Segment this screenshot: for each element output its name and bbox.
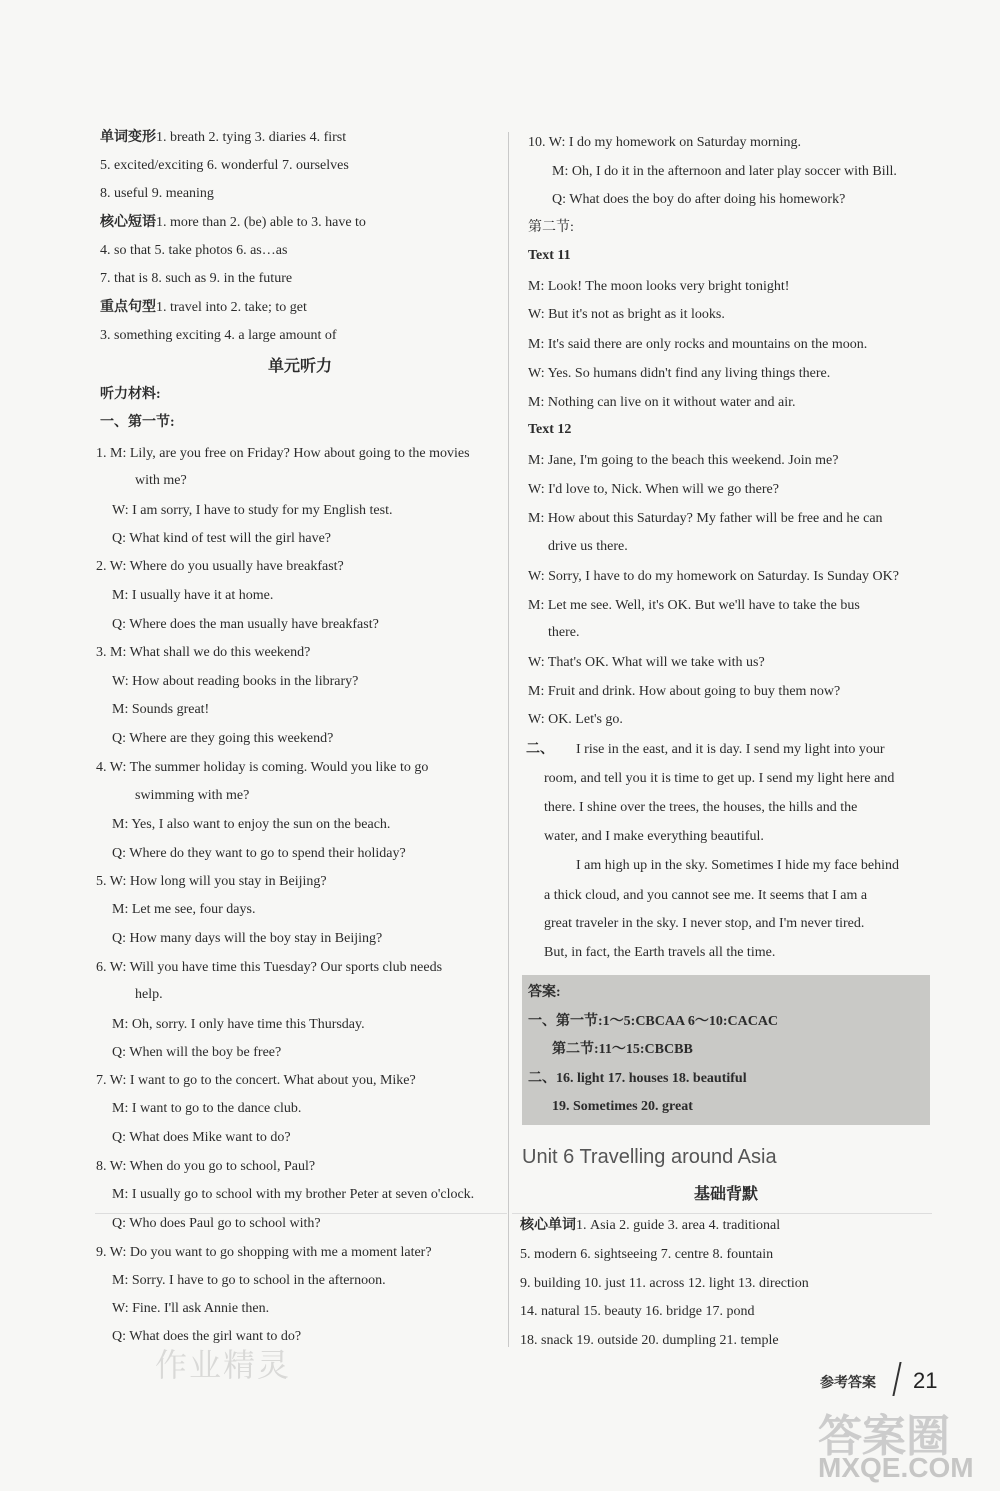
answers-line: 19. Sometimes 20. great	[552, 1099, 693, 1114]
dialogue-line: swimming with me?	[135, 788, 250, 803]
dialogue-line: 6. W: Will you have time this Tuesday? Our sports club needs	[96, 960, 443, 975]
vocab-transform-line-3: 8. useful 9. meaning	[100, 186, 214, 201]
vocab-transform-line-2: 5. excited/exciting 6. wonderful 7. ourselves	[100, 158, 349, 173]
dialogue-line: Q: Where do they want to go to spend their holiday?	[112, 846, 406, 861]
dialogue10-line: Q: What does the boy do after doing his homework?	[552, 192, 846, 207]
column-divider	[508, 132, 509, 1347]
dialogue-line: W: I am sorry, I have to study for my English test.	[112, 503, 393, 518]
text12-line: M: Let me see. Well, it's OK. But we'll have to take the bus	[528, 598, 860, 613]
dialogue-line: M: Let me see, four days.	[112, 902, 256, 917]
watermark-url: MXQE.COM	[818, 1452, 974, 1483]
passage-line: room, and tell you it is time to get up. I send my light here and	[544, 771, 895, 786]
dialogue-line: M: I usually go to school with my brother Peter at seven o'clock.	[112, 1187, 475, 1202]
right-divider	[512, 1213, 932, 1214]
text12-line: M: Fruit and drink. How about going to buy them now?	[528, 684, 841, 699]
key-sentences-line-1: 重点句型1. travel into 2. take; to get	[100, 300, 307, 315]
text12-line: M: How about this Saturday? My father will be free and he can	[528, 511, 883, 526]
passage-line: there. I shine over the trees, the houses, the hills and the	[544, 800, 858, 815]
dialogue-line: Q: What does Mike want to do?	[112, 1130, 291, 1145]
dialogue10-line: 10. W: I do my homework on Saturday morning.	[528, 135, 801, 150]
footer-label: 参考答案	[820, 1375, 876, 1391]
dialogue-line: with me?	[135, 473, 187, 488]
unit-title: Unit 6 Travelling around Asia	[522, 1146, 777, 1168]
dialogue-line: W: How about reading books in the library?	[112, 674, 359, 689]
text12-line: there.	[548, 625, 580, 640]
listening-material-label: 听力材料:	[100, 387, 161, 402]
dialogue-line: M: Yes, I also want to enjoy the sun on the beach.	[112, 817, 391, 832]
dialogue-line: 4. W: The summer holiday is coming. Would you like to go	[96, 760, 429, 775]
text11-line: W: But it's not as bright as it looks.	[528, 307, 725, 322]
text11-line: M: It's said there are only rocks and mountains on the moon.	[528, 337, 868, 352]
dialogue-line: M: I want to go to the dance club.	[112, 1101, 302, 1116]
core-words-line: 18. snack 19. outside 20. dumpling 21. temple	[520, 1333, 779, 1348]
dialogue10-line: M: Oh, I do it in the afternoon and later play soccer with Bill.	[552, 164, 897, 179]
dialogue-line: 2. W: Where do you usually have breakfast?	[96, 559, 344, 574]
dialogue-line: M: I usually have it at home.	[112, 588, 274, 603]
core-phrases-line-3: 7. that is 8. such as 9. in the future	[100, 271, 293, 286]
part2-label: 第二节:	[528, 220, 574, 235]
dialogue-line: Q: What kind of test will the girl have?	[112, 531, 332, 546]
dialogue-line: help.	[135, 987, 163, 1002]
key-sentences-line-2: 3. something exciting 4. a large amount of	[100, 328, 337, 343]
part1-label: 一、第一节:	[100, 415, 175, 430]
core-words-line: 核心单词1. Asia 2. guide 3. area 4. traditional	[520, 1218, 781, 1233]
core-words-line: 14. natural 15. beauty 16. bridge 17. pond	[520, 1304, 755, 1319]
answers-line: 第二节:11～15:CBCBB	[552, 1042, 693, 1057]
text11-line: M: Nothing can live on it without water and air.	[528, 395, 796, 410]
core-words-line: 5. modern 6. sightseeing 7. centre 8. fountain	[520, 1247, 774, 1262]
dialogue-line: 7. W: I want to go to the concert. What about you, Mike?	[96, 1073, 416, 1088]
core-phrases-line-2: 4. so that 5. take photos 6. as…as	[100, 243, 288, 258]
dialogue-line: 9. W: Do you want to go shopping with me a moment later?	[96, 1245, 432, 1260]
text12-line: W: OK. Let's go.	[528, 712, 623, 727]
dialogue-line: Q: Where are they going this weekend?	[112, 731, 334, 746]
dialogue-line: Q: When will the boy be free?	[112, 1045, 282, 1060]
text12-title: Text 12	[528, 422, 572, 437]
basic-title: 基础背默	[693, 1184, 758, 1203]
text12-line: W: Sorry, I have to do my homework on Saturday. Is Sunday OK?	[528, 569, 899, 584]
passage-line: I rise in the east, and it is day. I send my light into your	[576, 742, 885, 757]
text12-line: W: That's OK. What will we take with us?	[528, 655, 765, 670]
text12-line: W: I'd love to, Nick. When will we go there?	[528, 482, 779, 497]
dialogue-line: Q: How many days will the boy stay in Beijing?	[112, 931, 383, 946]
dialogue-line: M: Sounds great!	[112, 702, 210, 717]
dialogue-line: M: Oh, sorry. I only have time this Thursday.	[112, 1017, 365, 1032]
text12-line: M: Jane, I'm going to the beach this weekend. Join me?	[528, 453, 839, 468]
core-words-line: 9. building 10. just 11. across 12. light 13. direction	[520, 1276, 809, 1291]
passage-line: great traveler in the sky. I never stop, and I'm never tired.	[544, 916, 865, 931]
dialogue-line: M: Sorry. I have to go to school in the afternoon.	[112, 1273, 386, 1288]
dialogue-line: 5. W: How long will you stay in Beijing?	[96, 874, 327, 889]
passage-line: a thick cloud, and you cannot see me. It seems that I am a	[544, 888, 868, 903]
answers-line: 二、16. light 17. houses 18. beautiful	[528, 1071, 747, 1086]
passage-line: But, in fact, the Earth travels all the time.	[544, 945, 776, 960]
page-number: 21	[913, 1368, 938, 1393]
passage-line: water, and I make everything beautiful.	[544, 829, 764, 844]
dialogue-line: 3. M: What shall we do this weekend?	[96, 645, 311, 660]
part-two-label: 二、	[526, 742, 554, 757]
vocab-transform-line-1: 单词变形1. breath 2. tying 3. diaries 4. first	[100, 130, 347, 145]
watermark-text: 作业精灵	[155, 1346, 292, 1384]
answers-label: 答案:	[528, 985, 561, 1000]
footer-bar	[892, 1362, 901, 1396]
text11-title: Text 11	[528, 248, 571, 263]
answers-line: 一、第一节:1～5:CBCAA 6～10:CACAC	[528, 1014, 779, 1029]
dialogue-line: W: Fine. I'll ask Annie then.	[112, 1301, 270, 1316]
unit-listening-title: 单元听力	[267, 356, 332, 375]
dialogue-line: 8. W: When do you go to school, Paul?	[96, 1159, 316, 1174]
passage-line: I am high up in the sky. Sometimes I hide my face behind	[576, 858, 899, 873]
dialogue-line: Q: Where does the man usually have breakfast?	[112, 617, 379, 632]
core-phrases-line-1: 核心短语1. more than 2. (be) able to 3. have to	[100, 215, 366, 230]
text12-line: drive us there.	[548, 539, 628, 554]
dialogue-line: Q: What does the girl want to do?	[112, 1329, 302, 1344]
watermark-logo: 答案圈	[818, 1411, 950, 1462]
text11-line: W: Yes. So humans didn't find any living things there.	[528, 366, 831, 381]
dialogue-line: Q: Who does Paul go to school with?	[112, 1216, 321, 1231]
dialogue-line: 1. M: Lily, are you free on Friday? How about going to the movies	[96, 446, 470, 461]
text11-line: M: Look! The moon looks very bright tonight!	[528, 279, 790, 294]
